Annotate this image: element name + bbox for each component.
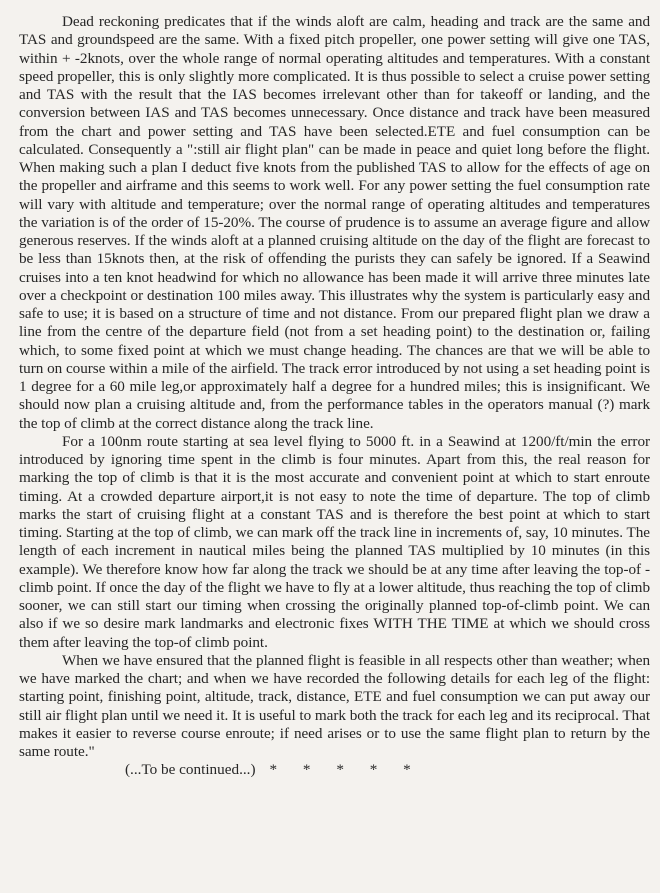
paragraph-top-of-climb: For a 100nm route starting at sea level flying to 5000 ft. in a Seawind at 1200/ft/min the error introduced by ignoring time spent in the climb is four minutes. Apart from this, the real reason for marking the top of climb is that it is the most accurate and convenient point at which to start enroute timing. At a crowded departure airport,it is not easy to note the time of departure. The top of climb marks the start of cruising flight at a constant TAS and is therefore the best point at which to start timing. Starting at the top of climb, we can mark off the track line in increments of, say, 10 minutes. The length of each increment in nautical miles being the planned TAS multiplied by 10 minutes (in this example). We therefore know how far along the track we should be at any time after leaving the top-of - climb point. If once the day of the flight we have to fly at a lower altitude, thus reaching the top of climb sooner, we can still start our timing when crossing the originally planned top-of-climb point. We can also if we so desire mark landmarks and electronic fixes WITH THE TIME at which we should cross them after leaving the top-of climb point. [19,432,650,651]
continued-note: (...To be continued...) [125,761,256,779]
paragraph-flight-plan: When we have ensured that the planned flight is feasible in all respects other than weather; when we have marked the chart; and when we have recorded the following details for each leg of the flight: starting point, finishing point, altitude, track, distance, ETE and fuel consumption we can put away our still air flight plan until we need it. It is useful to mark both the track for each leg and its reciprocal. That makes it easier to reverse course enroute; if need arises or to use the same flight plan to return by the same route." [19,651,650,760]
paragraph-dead-reckoning: Dead reckoning predicates that if the winds aloft are calm, heading and track are the same and TAS and groundspeed are the same. With a fixed pitch propeller, one power setting will give one TAS, within + -2knots, over the whole range of normal operating altitudes and temperatures. With a constant speed propeller, this is only slightly more complicated. It is thus possible to select a cruise power setting and TAS with the result that the IAS becomes irrelevant other than for takeoff or landing, and the conversion between IAS and TAS becomes unnecessary. Once distance and track have been measured from the chart and power setting and TAS have been selected.ETE and fuel consumption can be calculated. Consequently a ":still air flight plan" can be made in peace and quiet long before the flight. When making such a plan I deduct five knots from the published TAS to allow for the effects of age on the propeller and airframe and this seems to work well. For any power setting the fuel consumption rate will vary with altitude and temperature; over the normal range of operating altitudes and temperatures the variation is of the order of 15-20%. The course of prudence is to assume an average figure and allow generous reserves. If the winds aloft at a planned cruising altitude on the day of the flight are forecast to be less than 15knots then, at the risk of offending the purists they can safely be ignored. If a Seawind cruises into a ten knot headwind for which no allowance has been made it will arrive three minutes late over a checkpoint or destination 100 miles away. This illustrates why the system is particularly easy and safe to use; it is based on a structure of time and not distance. From our prepared flight plan we draw a line from the centre of the departure field (not from a set heading point) to the destination or, failing which, to some fixed point at which we must change heading. The chances are that we will be able to turn on course within a mile of the airfield. The track error introduced by not using a set heading point is 1 degree for a 60 mile leg,or approximately half a degree for a hundred miles; this is insignificant. We should now plan a cruising altitude and, from the performance tables in the operators manual (?) mark the top of climb at the correct distance along the track line. [19,13,650,432]
continued-footer [19,761,650,779]
separator-stars: * * * * * [269,761,411,779]
